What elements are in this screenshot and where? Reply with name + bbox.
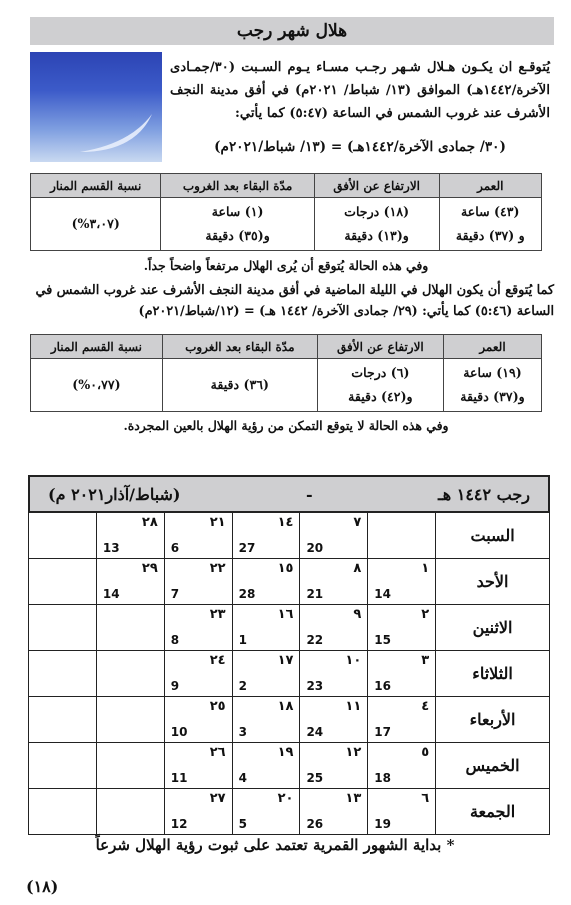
calendar-day-cell [96, 605, 164, 651]
hijri-day-number: ٢٦ [209, 745, 226, 760]
hijri-day-number: ١٨ [277, 699, 294, 714]
gregorian-day-number: 21 [306, 587, 324, 601]
calendar-day-cell [164, 605, 232, 651]
weekday-label: الاثنين [436, 605, 550, 651]
altitude-degrees: (٦) درجات [351, 365, 410, 380]
hijri-day-number: ٣ [421, 653, 430, 668]
crescent-moon-image [30, 52, 162, 162]
col-illumination-header: نسبة القسم المنار [31, 335, 163, 359]
col-altitude-header: الارتفاع عن الأفق [317, 335, 443, 359]
gregorian-day-number: 5 [238, 817, 247, 831]
duration-cell: (٣٦) دقيقة [162, 359, 317, 412]
hijri-day-number: ١ [421, 561, 430, 576]
hijri-day-number: ١٢ [345, 745, 362, 760]
weekday-label: الأربعاء [436, 697, 550, 743]
col-age-header: العمر [443, 335, 541, 359]
gregorian-day-number: 11 [170, 771, 188, 785]
calendar-day-cell [164, 789, 232, 835]
header-separator: - [305, 484, 313, 504]
calendar-day-cell [368, 743, 436, 789]
calendar-day-cell [29, 743, 97, 789]
hijri-day-number: ١٣ [345, 791, 362, 806]
calendar-day-cell [96, 697, 164, 743]
calendar-row [29, 697, 550, 743]
hijri-day-number: ١٤ [277, 515, 294, 530]
calendar-day-cell [29, 789, 97, 835]
gregorian-day-number: 20 [306, 541, 324, 555]
calendar-day-cell [300, 605, 368, 651]
hijri-day-number: ١٠ [345, 653, 362, 668]
date-equation: (٣٠/ جمادى الآخرة/١٤٤٢هـ) = (١٣/ شباط/٢٠٢١م) [214, 139, 506, 155]
hijri-day-number: ٥ [421, 745, 430, 760]
calendar-day-cell [29, 513, 97, 559]
page-title: هلال شهر رجب [30, 17, 554, 45]
calendar-day-cell [300, 743, 368, 789]
page-number: (١٨) [26, 877, 59, 896]
hijri-day-number: ٨ [353, 561, 362, 576]
hijri-day-number: ٧ [353, 515, 362, 530]
hijri-day-number: ٢٩ [141, 561, 158, 576]
age-hours: (١٩) ساعة [463, 365, 522, 380]
age-cell [439, 198, 541, 251]
hijri-day-number: ٢٢ [209, 561, 226, 576]
gregorian-day-number: 16 [374, 679, 391, 693]
calendar-day-cell [96, 513, 164, 559]
col-age-header: العمر [439, 174, 541, 198]
gregorian-day-number: 26 [306, 817, 324, 831]
gregorian-day-number: 1 [238, 633, 247, 647]
calendar-day-cell [300, 651, 368, 697]
hijri-day-number: ١٦ [277, 607, 294, 622]
altitude-cell [317, 359, 443, 412]
calendar-day-cell [232, 513, 300, 559]
calendar-day-cell [368, 789, 436, 835]
calendar-day-cell [96, 789, 164, 835]
gregorian-day-number: 13 [102, 541, 120, 555]
previous-night-paragraph: كما يُتوقع أن يكون الهلال في الليلة الماضية في أفق مدينة النجف الأشرف عند غروب الشمس في الساعة (٥:٤٦) كما يأتي: (٢٩/ جمادى الآخرة/ ١٤٤٢ هـ) = (١٢/شباط/٢٠٢١م) [35, 283, 554, 319]
calendar-day-cell [368, 513, 436, 559]
calendar-day-cell [232, 651, 300, 697]
weekday-label: السبت [436, 513, 550, 559]
calendar-day-cell [164, 513, 232, 559]
visibility-note-1: وفي هذه الحالة يُتوقع أن يُرى الهلال مرتفعاً واضحاً جداً. [143, 258, 429, 273]
gregorian-day-number: 14 [102, 587, 120, 601]
weekday-label: الثلاثاء [436, 651, 550, 697]
calendar-day-cell [232, 605, 300, 651]
calendar-day-cell [368, 605, 436, 651]
calendar-row [29, 605, 550, 651]
age-hours: (٤٣) ساعة [461, 204, 520, 219]
hijri-day-number: ٢٥ [209, 699, 226, 714]
gregorian-day-number: 27 [238, 541, 256, 555]
hijri-day-number: ٩ [353, 607, 362, 622]
hijri-day-number: ٢٧ [209, 791, 226, 806]
calendar-row [29, 559, 550, 605]
calendar-day-cell [164, 651, 232, 697]
altitude-minutes: و(٤٢) دقيقة [348, 389, 413, 404]
gregorian-months-label: (شباط/آذار٢٠٢١ م) [48, 484, 181, 504]
gregorian-day-number: 25 [306, 771, 324, 785]
calendar-day-cell [300, 789, 368, 835]
calendar-day-cell [29, 697, 97, 743]
altitude-minutes: و(١٣) دقيقة [344, 228, 409, 243]
calendar-day-cell [232, 789, 300, 835]
calendar-day-cell [164, 697, 232, 743]
gregorian-day-number: 9 [170, 679, 180, 693]
calendar-day-cell [164, 743, 232, 789]
gregorian-day-number: 6 [170, 541, 180, 555]
age-minutes: و (٣٧) دقيقة [455, 228, 525, 243]
moon-data-table-2 [30, 334, 542, 412]
hijri-day-number: ١٧ [277, 653, 294, 668]
crescent-moon-icon [30, 52, 162, 162]
hijri-month-label: رجب ١٤٤٢ هـ [438, 484, 530, 504]
illumination-cell: (٠،٧٧%) [31, 359, 163, 412]
calendar-row [29, 789, 550, 835]
duration-hours: (١) ساعة [211, 204, 264, 219]
hijri-day-number: ٢٠ [277, 791, 294, 806]
hijri-day-number: ١١ [345, 699, 362, 714]
duration-minutes: و(٣٥) دقيقة [205, 228, 270, 243]
weekday-label: الخميس [436, 743, 550, 789]
gregorian-day-number: 4 [238, 771, 247, 785]
hijri-day-number: ٢٤ [209, 653, 226, 668]
calendar-day-cell [29, 605, 97, 651]
calendar-day-cell [232, 559, 300, 605]
calendar-row [29, 651, 550, 697]
weekday-label: الجمعة [436, 789, 550, 835]
gregorian-day-number: 2 [238, 679, 247, 693]
age-cell [443, 359, 541, 412]
altitude-cell [314, 198, 439, 251]
calendar-day-cell [232, 697, 300, 743]
gregorian-day-number: 3 [238, 725, 247, 739]
gregorian-day-number: 7 [170, 587, 180, 601]
hijri-day-number: ٤ [421, 699, 430, 714]
gregorian-day-number: 15 [374, 633, 391, 647]
hijri-day-number: ٢٨ [141, 515, 158, 530]
calendar-header [28, 475, 550, 513]
col-altitude-header: الارتفاع عن الأفق [314, 174, 439, 198]
gregorian-day-number: 19 [374, 817, 391, 831]
gregorian-day-number: 22 [306, 633, 324, 647]
weekday-label: الأحد [436, 559, 550, 605]
calendar-day-cell [29, 559, 97, 605]
calendar-day-cell [164, 559, 232, 605]
calendar-day-cell [368, 559, 436, 605]
hijri-day-number: ١٥ [277, 561, 294, 576]
gregorian-day-number: 10 [170, 725, 188, 739]
hijri-day-number: ١٩ [277, 745, 294, 760]
hijri-day-number: ٢١ [209, 515, 226, 530]
col-duration-header: مدّة البقاء بعد الغروب [161, 174, 314, 198]
gregorian-day-number: 23 [306, 679, 324, 693]
col-duration-header: مدّة البقاء بعد الغروب [162, 335, 317, 359]
moon-data-table-1 [30, 173, 542, 251]
calendar-day-cell [96, 743, 164, 789]
hijri-day-number: ٦ [421, 791, 430, 806]
gregorian-day-number: 18 [374, 771, 391, 785]
gregorian-day-number: 17 [374, 725, 391, 739]
gregorian-day-number: 28 [238, 587, 256, 601]
hijri-day-number: ٢ [421, 607, 430, 622]
calendar-day-cell [368, 697, 436, 743]
visibility-note-2: وفي هذه الحالة لا يتوقع التمكن من رؤية الهلال بالعين المجردة. [123, 418, 449, 433]
gregorian-day-number: 24 [306, 725, 324, 739]
gregorian-day-number: 12 [170, 817, 188, 831]
gregorian-day-number: 14 [374, 587, 391, 601]
illumination-cell: (٣،٠٧%) [31, 198, 161, 251]
calendar-day-cell [300, 559, 368, 605]
duration-cell [161, 198, 314, 251]
calendar-day-cell [300, 697, 368, 743]
calendar-row [29, 743, 550, 789]
calendar-grid [28, 512, 550, 835]
hijri-day-number: ٢٣ [209, 607, 226, 622]
calendar-day-cell [368, 651, 436, 697]
gregorian-day-number: 8 [170, 633, 180, 647]
altitude-degrees: (١٨) درجات [344, 204, 410, 219]
intro-paragraph: يُتوقـع ان يكـون هـلال شـهر رجـب مسـاء يـوم السـبت (٣٠/جمـادى الآخرة/١٤٤٢هـ) الموافق (١٣/ شباط/ ٢٠٢١م) في أفق مدينة النجف الأشرف عند غروب الشمس في الساعة (٥:٤٧) كما يأتي: [170, 60, 550, 121]
calendar-day-cell [300, 513, 368, 559]
footnote: * بداية الشهور القمرية تعتمد على ثبوت رؤية الهلال شرعاً [95, 836, 455, 854]
calendar-day-cell [96, 559, 164, 605]
calendar-day-cell [96, 651, 164, 697]
col-illumination-header: نسبة القسم المنار [31, 174, 161, 198]
calendar-day-cell [232, 743, 300, 789]
calendar-day-cell [29, 651, 97, 697]
age-minutes: و(٣٧) دقيقة [460, 389, 525, 404]
calendar-row [29, 513, 550, 559]
